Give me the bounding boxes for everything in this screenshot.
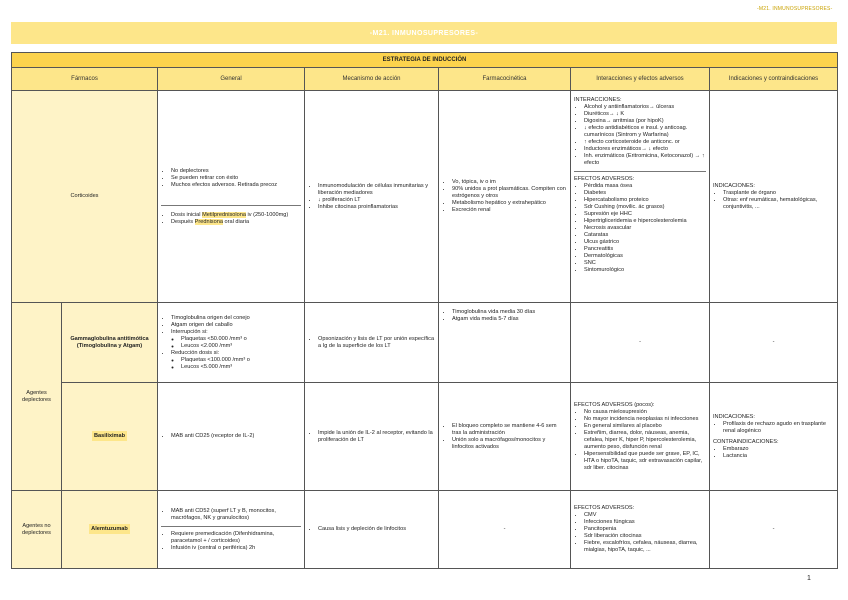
- list-item: • Opsonización y lisis de LT por unión específica a Ig de la superficie de los LT: [318, 336, 435, 350]
- list-item: • Diuréticos→ ↓ K: [584, 111, 706, 118]
- list-item: • Trasplante de órgano: [723, 190, 834, 197]
- drug-alemtuzumab: Alemtuzumab: [91, 526, 128, 532]
- basiliximab-mechanism: [305, 383, 439, 491]
- list-item: • No causa mielosupresión: [584, 409, 706, 416]
- list-item: • Necrosis avascular: [584, 225, 706, 232]
- col-header-drugs: Fármacos: [12, 68, 158, 91]
- list-item: ◦ Leucos <5.000 /mm³: [181, 364, 301, 371]
- drug-gammaglobulina: Gammaglobulina antitimótica (Timoglobulina y Atgam): [62, 303, 158, 383]
- list-item: • Interrupción si: ◦ Plaquetas <50.000 /mm³ o ◦ Leucos <2.000 /mm³: [171, 329, 301, 350]
- col-header-indications: Indicaciones y contraindicaciones: [710, 68, 838, 91]
- list-item: • Sintomurológico: [584, 267, 706, 274]
- list-item: ◦ Plaquetas <100.000 /mm³ o: [181, 357, 301, 364]
- adverse-title: EFECTOS ADVERSOS:: [574, 505, 635, 511]
- list-item: • Diabetes: [584, 190, 706, 197]
- basiliximab-indications: [710, 383, 838, 491]
- col-header-mechanism: Mecanismo de acción: [305, 68, 439, 91]
- list-item: • Inmunomodulación de células inmunitarias y liberación mediadores: [318, 183, 435, 197]
- group-agentes-no-deplectores: Agentes no deplectores: [12, 491, 62, 569]
- row-gammaglobulina: [12, 303, 838, 383]
- indications-title: INDICACIONES:: [713, 182, 755, 189]
- list-item: • Muchos efectos adversos. Retirada precoz: [171, 182, 301, 189]
- list-item: • Hipercatabolismo proteico: [584, 197, 706, 204]
- col-header-general: General: [158, 68, 305, 91]
- list-item: • MAB anti CD25 (receptor de IL-2): [171, 433, 301, 440]
- indications-title: INDICACIONES:: [713, 413, 755, 420]
- list-item: • Fiebre, escalofríos, cefalea, náuseas, diarrea, mialgias, hipoTA, taquic, ...: [584, 540, 706, 554]
- list-item: • Dosis inicial Metilprednisolona iv (250-1000mg): [171, 212, 301, 219]
- list-item: • MAB anti CD52 (superf LT y B, monocitos, macrófagos, NK y granulocitos): [171, 508, 301, 522]
- alemtuzumab-indications: -: [710, 491, 838, 569]
- highlight-prednisone: Prednisona: [194, 218, 223, 225]
- page-number: 1: [807, 575, 811, 582]
- list-item: • CMV: [584, 512, 706, 519]
- list-item: • SNC: [584, 260, 706, 267]
- interactions-title: INTERACCIONES:: [574, 97, 622, 103]
- list-item: ◦ Plaquetas <50.000 /mm³ o: [181, 336, 301, 343]
- list-item: • Se pueden retirar con éxito: [171, 175, 301, 182]
- gamma-mechanism: [305, 303, 439, 383]
- list-item: • Unión solo a macrófagos/monocitos y linfocitos activados: [452, 437, 567, 451]
- corticoides-interactions: [571, 91, 710, 303]
- list-item: • No deplectores: [171, 168, 301, 175]
- drug-basiliximab-cell: [62, 383, 158, 491]
- list-item: • Después Prednisona oral diaria: [171, 219, 301, 226]
- list-item: • Embarazo: [723, 446, 834, 453]
- list-item: • 90% unidos a prot plasmáticas. Compiten con estrógenos y otros: [452, 186, 567, 200]
- gamma-pk: [439, 303, 571, 383]
- list-item: • Timoglobulina vida media 30 días: [452, 309, 567, 316]
- row-basiliximab: [12, 383, 838, 491]
- list-item: • Hipertrigliceridemia e hipercolesterolemia: [584, 218, 706, 225]
- list-item: • Timoglobulina origen del conejo: [171, 315, 301, 322]
- list-item: • Reducción dosis si: ◦ Plaquetas <100.000 /mm³ o ◦ Leucos <5.000 /mm³: [171, 350, 301, 371]
- title-bar: [11, 22, 837, 44]
- list-item: ◦ Leucos <2.000 /mm³: [181, 343, 301, 350]
- drug-basiliximab: Basiliximab: [93, 433, 126, 439]
- gamma-general: [158, 303, 305, 383]
- list-item: • Digoxina→ arritmias (por hipoK): [584, 118, 706, 125]
- list-item: • Pancitopenia: [584, 526, 706, 533]
- list-item: • Sdr Cushing (movilic. ác grasos): [584, 204, 706, 211]
- corticoides-general: [158, 91, 305, 303]
- corticoides-pk: [439, 91, 571, 303]
- list-item: • Pancreatitis: [584, 246, 706, 253]
- basiliximab-pk: [439, 383, 571, 491]
- drug-corticoides: Corticoides: [12, 91, 158, 303]
- list-item: • Sdr liberación citocinas: [584, 533, 706, 540]
- page-title: -M21. INMUNOSUPRESORES-: [369, 29, 479, 37]
- list-item: • No mayor incidencia neoplasias ni infecciones: [584, 416, 706, 423]
- list-item: • En general similares al placebo: [584, 423, 706, 430]
- list-item: • Impide la unión de IL-2 al receptor, evitando la proliferación de LT: [318, 430, 435, 444]
- alemtuzumab-adverse: [571, 491, 710, 569]
- list-item: • Inh. enzimáticos (Eritromicina, Ketoconazol) → ↑ efecto: [584, 153, 706, 167]
- list-item: • Ulcus gástrico: [584, 239, 706, 246]
- list-item: • Alcohol y antiinflamatorios→ úlceras: [584, 104, 706, 111]
- alemtuzumab-mechanism: [305, 491, 439, 569]
- list-item: • Dermatológicas: [584, 253, 706, 260]
- drug-alemtuzumab-cell: [62, 491, 158, 569]
- highlight-methylprednisolone: Metilprednisolona: [202, 211, 246, 218]
- contraindications-title: CONTRAINDICACIONES:: [713, 438, 779, 445]
- list-item: • Otras: enf reumáticas, hematológicas, conjuntivitis, ...: [723, 197, 834, 211]
- gamma-interactions: -: [571, 303, 710, 383]
- corticoides-indications: [710, 91, 838, 303]
- corticoides-mechanism: [305, 91, 439, 303]
- list-item: • Estreñim, diarrea, dolor, náuseas, anemia, cefalea, hiper K, hiper P, hipercolesterolemia, aumento peso, disfunción renal: [584, 430, 706, 451]
- adverse-title: EFECTOS ADVERSOS:: [574, 176, 635, 182]
- basiliximab-general: [158, 383, 305, 491]
- list-item: • Excreción renal: [452, 207, 567, 214]
- list-item: • Atgam vida media 5-7 días: [452, 316, 567, 323]
- list-item: • Requiere premedicación (Difenhidramina, paracetamol + / corticoides): [171, 531, 301, 545]
- list-item: • Atgam origen del caballo: [171, 322, 301, 329]
- col-header-interactions: Interacciones y efectos adversos: [571, 68, 710, 91]
- list-item: • Cataratas: [584, 232, 706, 239]
- alemtuzumab-general: [158, 491, 305, 569]
- induction-table: [11, 52, 838, 569]
- alemtuzumab-pk: -: [439, 491, 571, 569]
- running-header: -M21. INMUNOSUPRESORES-: [757, 6, 833, 12]
- list-item: • Pérdida masa ósea: [584, 183, 706, 190]
- list-item: • Vo, tópica, iv o im: [452, 179, 567, 186]
- basiliximab-adverse: [571, 383, 710, 491]
- column-headers: [12, 68, 838, 91]
- list-item: • ↑ efecto corticosteroide de anticonc. or: [584, 139, 706, 146]
- list-item: • Supresión eje HHC: [584, 211, 706, 218]
- list-item: • Inhibe citocinas proinflamatorias: [318, 204, 435, 211]
- group-agentes-deplectores: Agentes deplectores: [12, 303, 62, 491]
- list-item: • Profilaxis de rechazo agudo en trasplante renal alogénico: [723, 421, 834, 435]
- row-alemtuzumab: [12, 491, 838, 569]
- adverse-title: EFECTOS ADVERSOS (pocos):: [574, 401, 655, 408]
- list-item: • Lactancia: [723, 453, 834, 460]
- list-item: • Hipersensibilidad que puede ser grave, EP, IC, HTA o hipoTA, taquic, sdr extravasación capilar, sdr liber. citocinas: [584, 451, 706, 472]
- list-item: • El bloqueo completo se mantiene 4-6 sem tras la administración: [452, 423, 567, 437]
- list-item: • Causa lisis y depleción de linfocitos: [318, 526, 435, 533]
- list-item: • Infusión iv (central o periférica) 2h: [171, 545, 301, 552]
- list-item: • Infecciones fúngicas: [584, 519, 706, 526]
- list-item: • ↓ efecto antidiabéticos e insul. y anticoag. cumarínicos (Sintrom y Warfarina): [584, 125, 706, 139]
- gamma-indications: -: [710, 303, 838, 383]
- strategy-heading: ESTRATEGIA DE INDUCCIÓN: [12, 53, 838, 68]
- list-item: • Metabolismo hepático y extrahepático: [452, 200, 567, 207]
- list-item: • ↓ proliferación LT: [318, 197, 435, 204]
- col-header-pk: Farmacocinética: [439, 68, 571, 91]
- row-corticoides: [12, 91, 838, 303]
- list-item: • Inductores enzimáticos→ ↓ efecto: [584, 146, 706, 153]
